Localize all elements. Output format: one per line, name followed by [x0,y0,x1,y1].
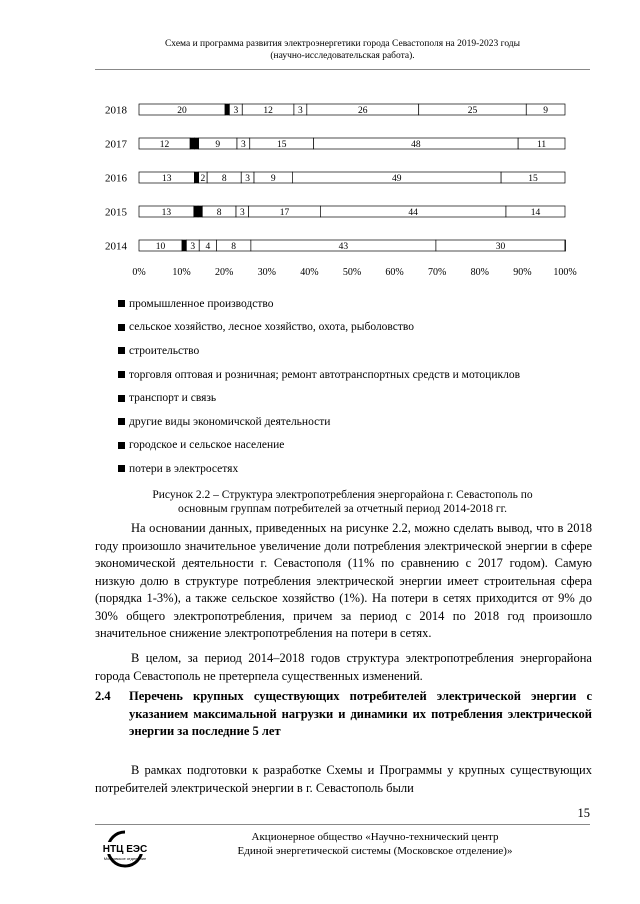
section-heading [95,688,592,741]
logo-subtext: Московское отделение [103,856,147,861]
footer-divider [95,824,590,825]
x-tick-label: 70% [428,267,447,278]
legend-item [118,363,598,387]
data-label: 3 [240,140,246,150]
legend-swatch [118,324,125,331]
x-tick-label: 100% [553,267,577,278]
legend-item [118,339,598,363]
data-label: 13 [161,208,172,218]
paragraph: В рамках подготовки к разработке Схемы и Программы у крупных существующих потребителей электрической энергии в г. Севастополь были [95,763,592,795]
data-label: 1 [181,241,187,252]
data-label: 8 [221,174,227,184]
legend-swatch [118,347,125,354]
data-label: 17 [279,208,290,218]
legend-label: потери в электросетях [129,462,239,475]
legend-label: городское и сельское население [129,439,285,452]
data-label: 8 [216,208,222,218]
category-label: 2014 [105,240,127,253]
chart-legend [118,292,598,481]
data-label: 1 [224,105,230,116]
data-label: 25 [467,106,478,116]
data-label: 11 [536,140,547,150]
data-label: 14 [530,208,541,218]
legend-swatch [118,300,125,307]
legend-swatch [118,395,125,402]
header-line-2: (научно-исследовательская работа). [270,51,415,61]
data-label: 3 [297,106,303,116]
data-label: 26 [358,106,368,116]
data-label: 9 [270,174,276,184]
category-label: 2017 [105,138,127,151]
data-label: 13 [161,174,172,184]
caption-line-1: Рисунок 2.2 – Структура электропотребления энергорайона г. Севастополь по [152,489,533,501]
section-number: 2.4 [95,689,111,703]
data-label: 3 [233,106,239,116]
x-tick-label: 20% [215,267,234,278]
logo-text: НТЦ ЕЭС [102,844,148,855]
legend-label: промышленное производство [129,297,274,310]
legend-item [118,457,598,481]
company-logo [95,828,155,870]
data-label: 49 [391,174,402,184]
legend-item [118,434,598,458]
data-label: 15 [276,140,287,150]
data-label: 9 [543,106,549,116]
x-tick-label: 30% [257,267,276,278]
legend-swatch [118,371,125,378]
legend-label: транспорт и связь [129,392,217,405]
data-label: 48 [411,140,421,150]
data-label: 2 [200,174,206,184]
category-label: 2015 [105,206,127,219]
data-label: 20 [177,106,187,116]
electricity-consumption-chart [95,90,595,290]
paragraph: В целом, за период 2014–2018 годов структура электропотребления энергорайона города Севастополь не претерпела существенных изменений. [95,651,592,683]
legend-item [118,292,598,316]
category-label: 2016 [105,172,127,185]
page-number: 15 [577,806,590,820]
legend-item [118,410,598,434]
footer [160,830,590,858]
x-tick-label: 40% [300,267,319,278]
data-label: 30 [495,242,506,252]
data-label: 1 [189,139,195,150]
x-tick-label: 60% [385,267,404,278]
header-line-1: Схема и программа развития электроэнергетики города Севастополя на 2019-2023 годы [164,39,521,49]
data-label: 43 [338,242,349,252]
data-label: 8 [231,242,237,252]
data-label: 3 [245,174,251,184]
legend-swatch [118,442,125,449]
data-label: 3 [239,208,245,218]
x-tick-label: 50% [342,267,362,278]
data-label: 1 [193,207,199,218]
data-label: 44 [408,208,418,218]
section-title: Перечень крупных существующих потребителей электрической энергии с указанием максимальной нагрузки и динамики их потребления электрической энергии за последние 5 лет [129,689,592,738]
legend-label: сельское хозяйство, лесное хозяйство, охота, рыболовство [129,321,415,334]
legend-item [118,386,598,410]
data-label: 4 [205,242,211,252]
legend-swatch [118,418,125,425]
data-label: 1 [197,207,203,218]
data-label: 10 [155,242,166,252]
footer-line-2: Единой энергетической системы (Московское отделение)» [237,845,513,857]
x-tick-label: 80% [470,267,489,278]
data-label: 12 [159,140,170,150]
legend-label: другие виды экономичской деятельности [129,415,331,428]
bar-segment [565,240,566,251]
data-label: 3 [190,242,196,252]
category-label: 2018 [105,104,127,117]
caption-line-2: основным группам потребителей за отчетный период 2014-2018 гг. [178,503,507,515]
x-tick-label: 10% [172,267,191,278]
data-label: 1 [194,139,200,150]
header-divider [95,69,590,70]
data-label: 1 [194,173,200,184]
paragraph: На основании данных, приведенных на рисунке 2.2, можно сделать вывод, что в 2018 году произошло значительное увеличение доли потребления электрической энергии в сфере экономической деятельности г. Севастополя (11% по сравнению с 2017 годом). Самую низкую долю в структуре потребления электрической энергии имеет строительная сфера (порядка 1-3%), а также сельское хозяйство (1%). На потери в сетях приходится от 9% до 30% общего электропотребления, причем за период с 2014 по 2018 год произошло значительное снижение электропотребления на потери в сетях. [95,521,592,640]
data-label: 12 [263,106,273,116]
x-tick-label: 0% [132,267,146,278]
legend-label: торговля оптовая и розничная; ремонт автотранспортных средств и мотоциклов [129,368,520,381]
page-header [95,38,590,62]
legend-label: строительство [129,344,200,357]
legend-item [118,316,598,340]
footer-line-1: Акционерное общество «Научно-технический центр [251,831,499,843]
legend-swatch [118,465,125,472]
x-tick-label: 90% [513,267,532,278]
data-label: 9 [215,140,221,150]
data-label: 15 [528,174,538,184]
figure-caption [95,488,590,516]
